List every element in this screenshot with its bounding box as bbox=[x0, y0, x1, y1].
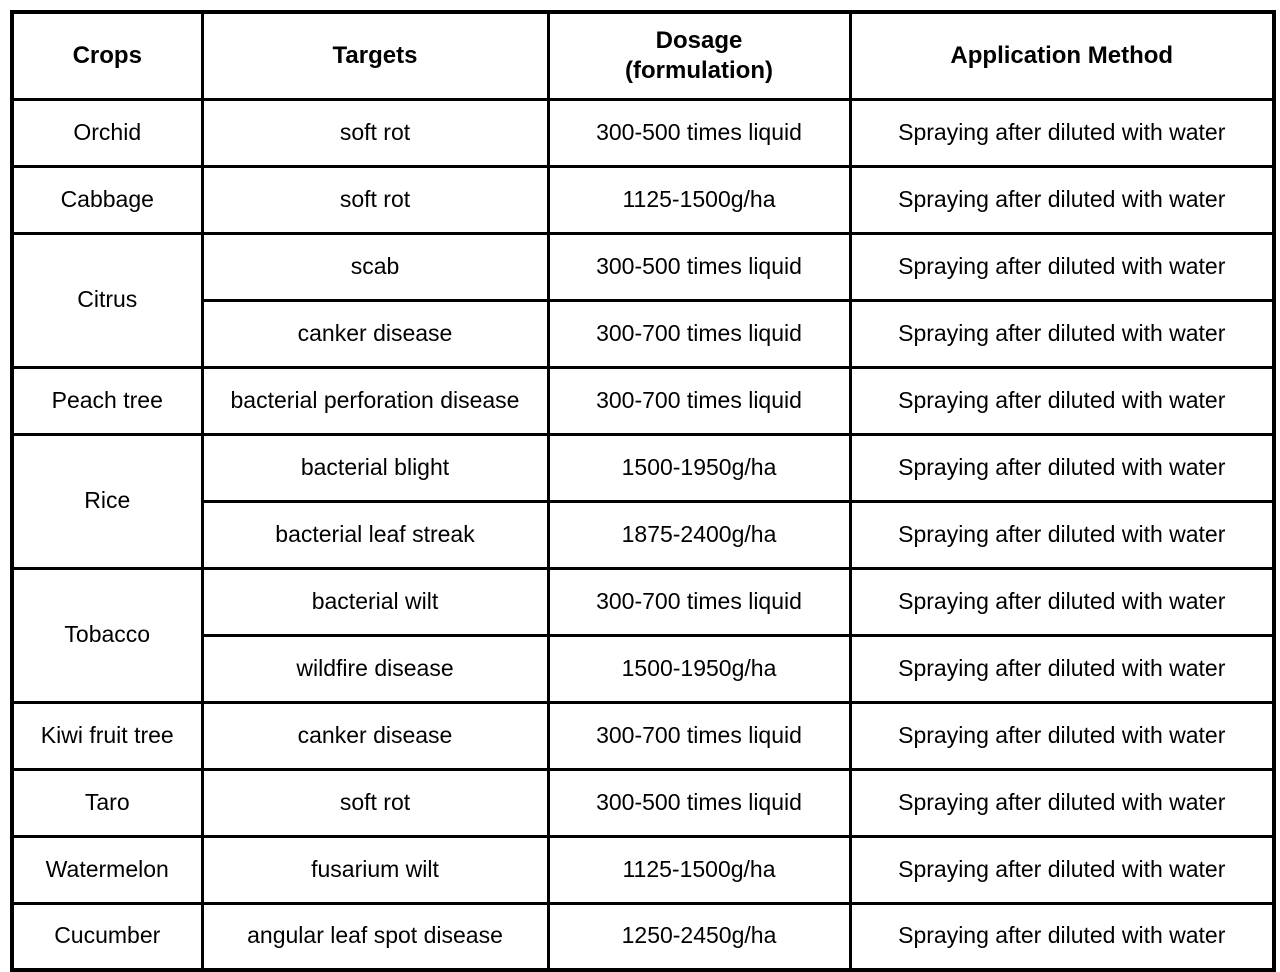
dosage-cell: 300-700 times liquid bbox=[548, 300, 850, 367]
crop-cell: Taro bbox=[12, 769, 202, 836]
table-row bbox=[12, 434, 1274, 501]
target-cell: bacterial wilt bbox=[202, 568, 548, 635]
method-cell: Spraying after diluted with water bbox=[850, 99, 1274, 166]
method-cell: Spraying after diluted with water bbox=[850, 836, 1274, 903]
target-cell: wildfire disease bbox=[202, 635, 548, 702]
target-cell: soft rot bbox=[202, 769, 548, 836]
dosage-cell: 300-700 times liquid bbox=[548, 568, 850, 635]
header-cell-dosage bbox=[548, 12, 850, 99]
target-cell: scab bbox=[202, 233, 548, 300]
table-row bbox=[12, 367, 1274, 434]
target-cell: bacterial perforation disease bbox=[202, 367, 548, 434]
crop-cell: Citrus bbox=[12, 233, 202, 367]
table-row bbox=[12, 166, 1274, 233]
dosage-cell: 300-700 times liquid bbox=[548, 702, 850, 769]
dosage-cell: 300-700 times liquid bbox=[548, 367, 850, 434]
header-dosage-line1: Dosage bbox=[655, 26, 743, 54]
target-cell: soft rot bbox=[202, 99, 548, 166]
dosage-cell: 1125-1500g/ha bbox=[548, 836, 850, 903]
table-row bbox=[12, 903, 1274, 970]
target-cell: bacterial leaf streak bbox=[202, 501, 548, 568]
target-cell: bacterial blight bbox=[202, 434, 548, 501]
dosage-cell: 1250-2450g/ha bbox=[548, 903, 850, 970]
header-dosage-line2: (formulation) bbox=[625, 56, 773, 84]
dosage-cell: 1500-1950g/ha bbox=[548, 635, 850, 702]
crop-cell: Cabbage bbox=[12, 166, 202, 233]
dosage-cell: 1875-2400g/ha bbox=[548, 501, 850, 568]
target-cell: canker disease bbox=[202, 702, 548, 769]
dosage-cell: 300-500 times liquid bbox=[548, 233, 850, 300]
method-cell: Spraying after diluted with water bbox=[850, 233, 1274, 300]
header-cell-application-method: Application Method bbox=[850, 12, 1274, 99]
method-cell: Spraying after diluted with water bbox=[850, 702, 1274, 769]
dosage-cell: 1125-1500g/ha bbox=[548, 166, 850, 233]
target-cell: soft rot bbox=[202, 166, 548, 233]
method-cell: Spraying after diluted with water bbox=[850, 769, 1274, 836]
crop-dosage-table bbox=[10, 10, 1276, 972]
table-row bbox=[12, 836, 1274, 903]
method-cell: Spraying after diluted with water bbox=[850, 635, 1274, 702]
crop-cell: Kiwi fruit tree bbox=[12, 702, 202, 769]
table-row bbox=[12, 635, 1274, 702]
header-cell-targets: Targets bbox=[202, 12, 548, 99]
crop-cell: Tobacco bbox=[12, 568, 202, 702]
dosage-cell: 300-500 times liquid bbox=[548, 769, 850, 836]
target-cell: fusarium wilt bbox=[202, 836, 548, 903]
table-row bbox=[12, 568, 1274, 635]
table-row bbox=[12, 233, 1274, 300]
target-cell: canker disease bbox=[202, 300, 548, 367]
method-cell: Spraying after diluted with water bbox=[850, 367, 1274, 434]
dosage-cell: 300-500 times liquid bbox=[548, 99, 850, 166]
header-cell-crops: Crops bbox=[12, 12, 202, 99]
method-cell: Spraying after diluted with water bbox=[850, 300, 1274, 367]
dosage-cell: 1500-1950g/ha bbox=[548, 434, 850, 501]
method-cell: Spraying after diluted with water bbox=[850, 166, 1274, 233]
method-cell: Spraying after diluted with water bbox=[850, 434, 1274, 501]
table-row bbox=[12, 769, 1274, 836]
crop-cell: Peach tree bbox=[12, 367, 202, 434]
method-cell: Spraying after diluted with water bbox=[850, 903, 1274, 970]
crop-cell: Orchid bbox=[12, 99, 202, 166]
crop-cell: Watermelon bbox=[12, 836, 202, 903]
crop-cell: Cucumber bbox=[12, 903, 202, 970]
target-cell: angular leaf spot disease bbox=[202, 903, 548, 970]
method-cell: Spraying after diluted with water bbox=[850, 501, 1274, 568]
crop-cell: Rice bbox=[12, 434, 202, 568]
table-row bbox=[12, 501, 1274, 568]
table-row bbox=[12, 99, 1274, 166]
table-row bbox=[12, 300, 1274, 367]
table-row bbox=[12, 702, 1274, 769]
table-header-row bbox=[12, 12, 1274, 99]
method-cell: Spraying after diluted with water bbox=[850, 568, 1274, 635]
